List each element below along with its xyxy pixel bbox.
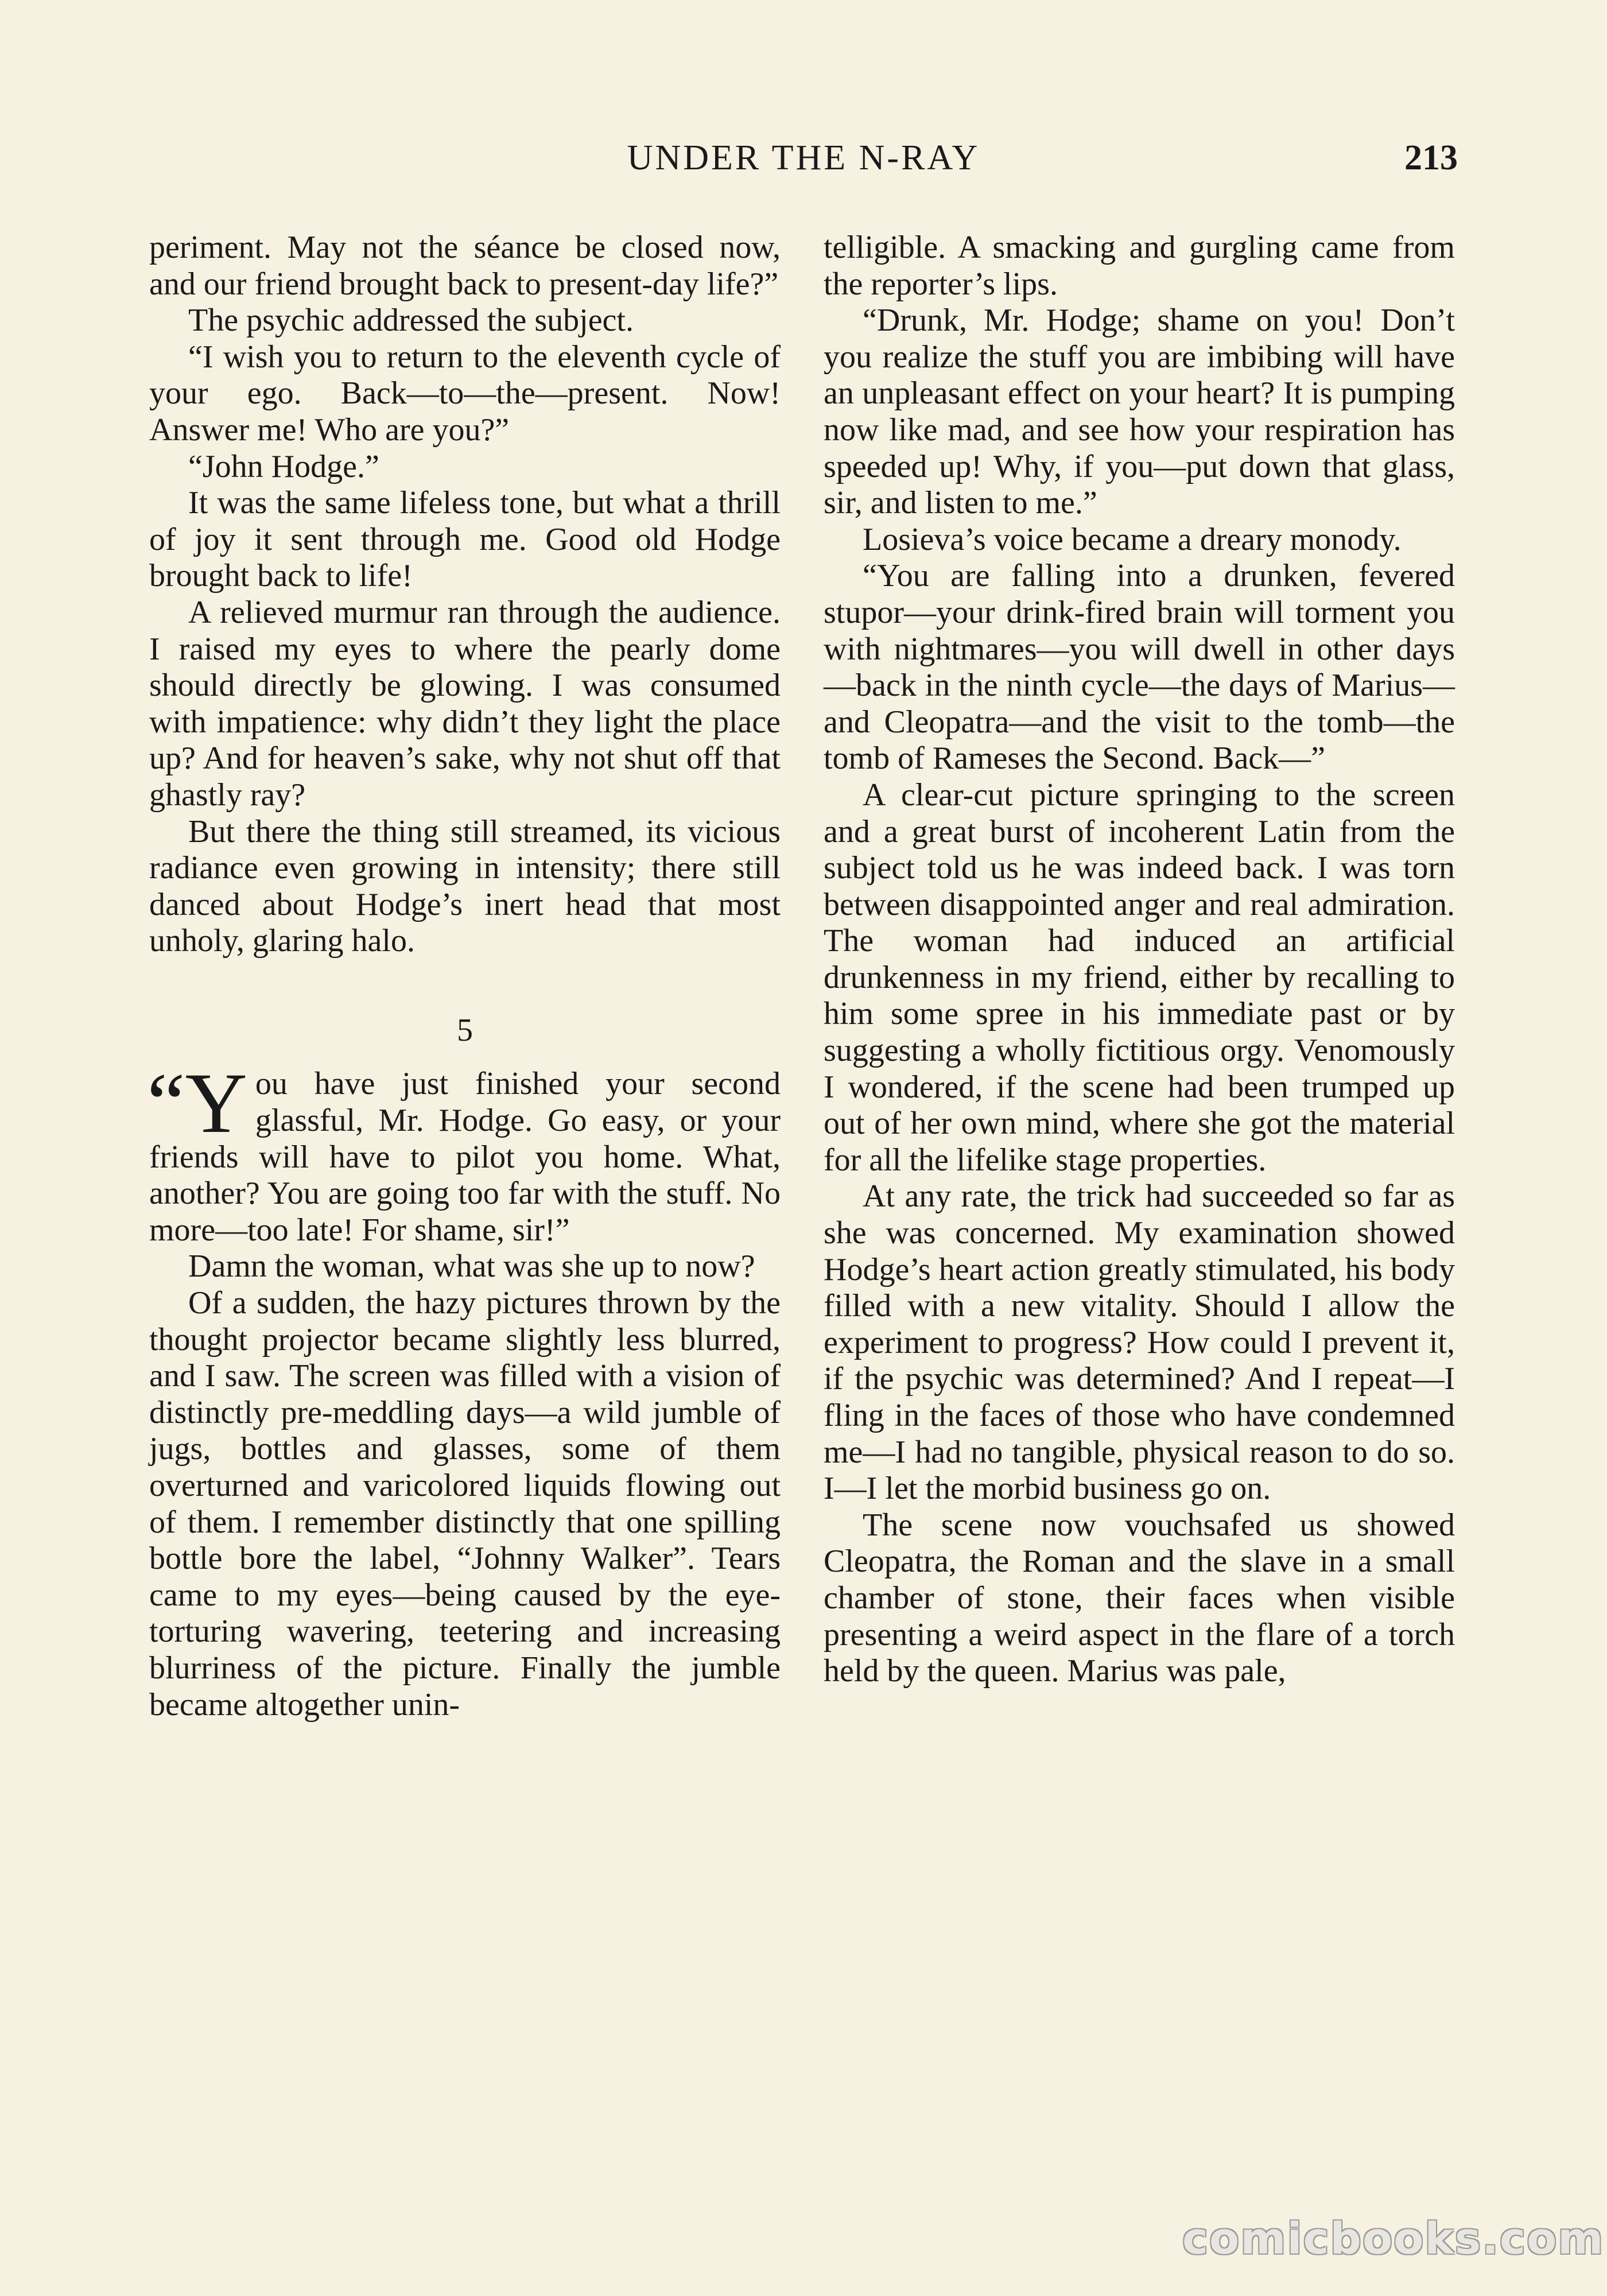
paragraph: Losieva’s voice became a dreary monody. (863, 521, 1402, 557)
paragraph: “I wish you to return to the eleventh cycle of your ego. Back—to—the—present. Now! Answer me! Who are you?” (149, 339, 781, 448)
paragraph: The scene now vouchsafed us showed Cleopatra, the Roman and the slave in a small chamber of stone, their faces when visible presenting a weird aspect in the flare of a torch held by the queen. Marius was pale, (824, 1507, 1455, 1689)
paragraph: Of a sudden, the hazy pictures thrown by the thought projector became slightly less blurred, and I saw. The screen was filled with a vision of distinctly pre-meddling days—a wild jumble of jugs, bottles and glasses, some of them overturned and varicolored liquids flowing out of them. I remember distinctly that one spilling bottle bore the label, “Johnny Walker”. Tears came to my eyes—being caused by the eye-torturing wavering, teetering and increasing blurriness of the picture. Finally the jumble became altogether unin- (149, 1285, 781, 1723)
paragraph: At any rate, the trick had succeeded so far as she was concerned. My examination showed Hodge’s heart action greatly stimulated, his body filled with a new vitality. Should I allow the experiment to progress? How could I prevent it, if the psychic was determined? And I repeat—I fling in the faces of those who have condemned me—I had no tangible, physical reason to do so. I—I let the morbid business go on. (824, 1178, 1455, 1507)
paragraph: It was the same lifeless tone, but what a thrill of joy it sent through me. Good old Hodge brought back to life! (149, 485, 781, 594)
paragraph: A relieved murmur ran through the audience. I raised my eyes to where the pearly dome should directly be glowing. I was consumed with impatience: why didn’t they light the place up? And for heaven’s sake, why not shut off that ghastly ray? (149, 594, 781, 813)
paragraph: periment. May not the séance be closed now, and our friend brought back to present-day life?” (149, 230, 781, 302)
page-number: 213 (1404, 138, 1458, 177)
paragraph: “Drunk, Mr. Hodge; shame on you! Don’t you realize the stuff you are imbibing will have an unpleasant effect on your heart? It is pumping now like mad, and see how your respiration has speeded up! Why, if you—put down that glass, sir, and listen to me.” (824, 302, 1455, 521)
paragraph: “You are falling into a drunken, fevered stupor—your drink-fired brain will torment you with nightmares—you will dwell in other days—back in the ninth cycle—the days of Marius—and Cleopatra—and the visit to the tomb—the tomb of Rameses the Second. Back—” (824, 558, 1455, 777)
site-watermark: comicbooks.com (1182, 2213, 1605, 2264)
section-opening-paragraph (147, 1056, 781, 1248)
drop-cap (147, 1056, 247, 1151)
drop-cap-quote: “ (147, 1056, 185, 1151)
paragraph: Damn the woman, what was she up to now? (188, 1248, 755, 1285)
paragraph: A clear-cut picture springing to the screen and a great burst of incoherent Latin from the subject told us he was indeed back. I was torn between disappointed anger and real admiration. The woman had induced an artificial drunkenness in my friend, either by recalling to him some spree in his immediate past or by suggesting a wholly fictitious orgy. Venomously I wondered, if the scene had been trumped up out of her own mind, where she got the material for all the lifelike stage properties. (824, 777, 1455, 1178)
paragraph: “John Hodge.” (188, 448, 379, 484)
paragraph: telligible. A smacking and gurgling came from the reporter’s lips. (824, 230, 1455, 302)
paragraph: The psychic addressed the subject. (188, 302, 634, 339)
section-number: 5 (457, 1012, 473, 1048)
paragraph-text: ou have just finished your second glassful, Mr. Hodge. Go easy, or your friends will have to pilot you home. What, another? You are going too far with the stuff. No more—too late! For shame, sir!” (149, 1066, 781, 1248)
drop-cap-letter: Y (185, 1056, 247, 1151)
left-column (149, 230, 781, 1723)
paragraph: But there the thing still streamed, its vicious radiance even growing in intensity; there still danced about Hodge’s inert head that most unholy, glaring halo. (149, 813, 781, 959)
right-column (824, 230, 1455, 1690)
running-title: UNDER THE N-RAY (627, 138, 980, 177)
